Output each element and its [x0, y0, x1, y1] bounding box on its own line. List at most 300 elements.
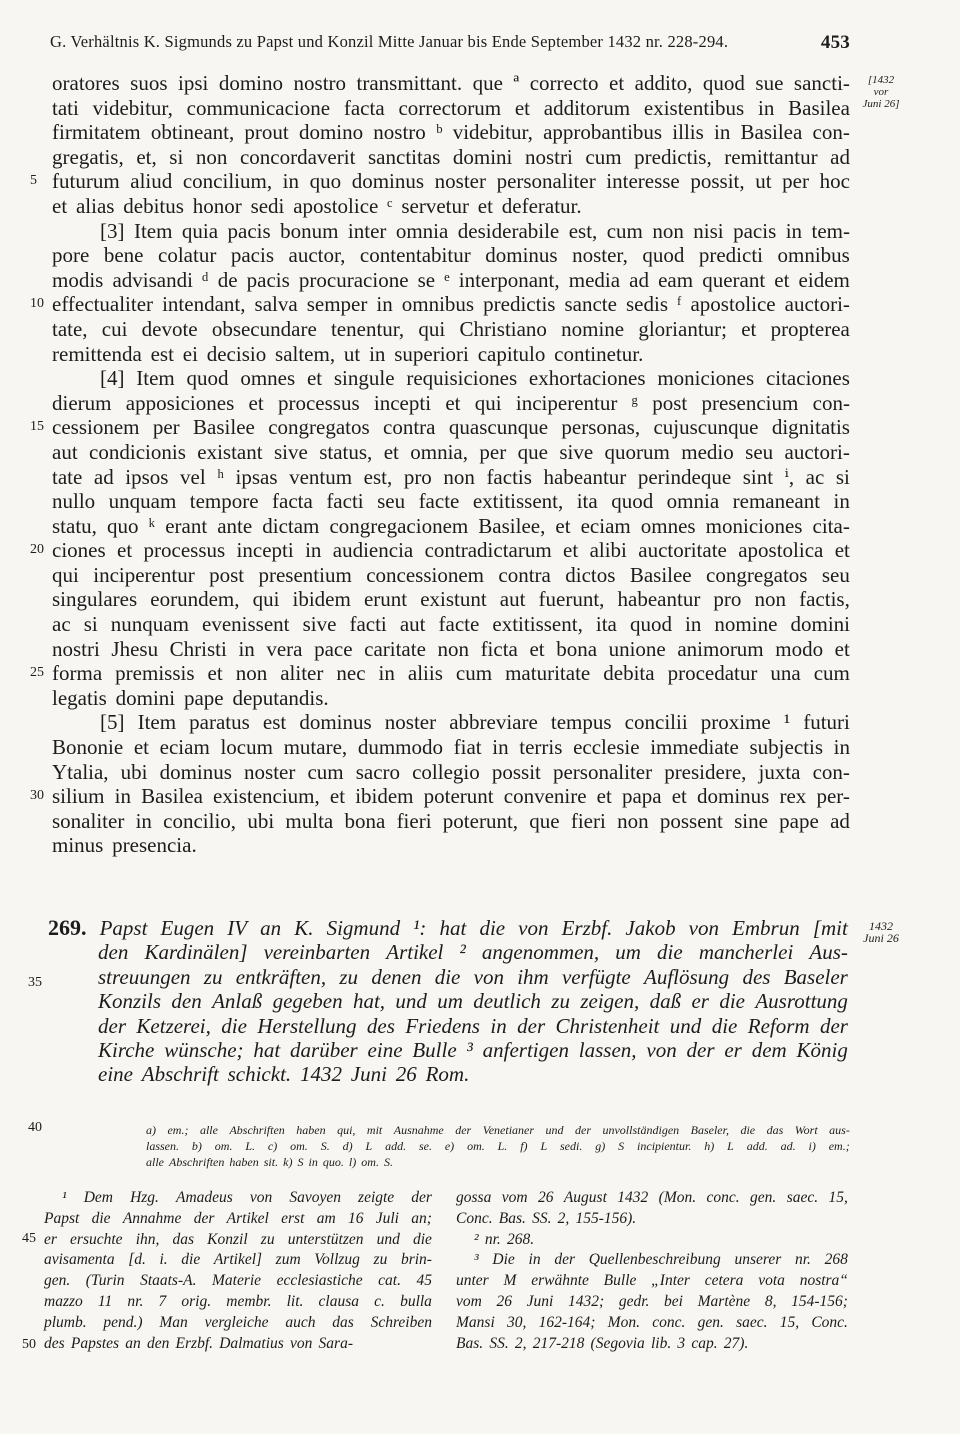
- word: dictos: [565, 562, 616, 587]
- line-number: 5: [30, 173, 37, 189]
- word: saec.: [786, 1189, 819, 1206]
- word: Basilee: [193, 415, 255, 440]
- text-line: [52, 194, 850, 219]
- word: sanctitas: [368, 144, 441, 169]
- word: sancti-: [793, 71, 850, 95]
- word: cui: [101, 316, 128, 341]
- word: forma: [52, 661, 103, 686]
- word: et: [774, 267, 790, 292]
- word: et: [609, 71, 625, 95]
- word: omnia: [395, 218, 449, 243]
- word: hat: [253, 1037, 281, 1062]
- word: und: [669, 1013, 702, 1038]
- word: avisamenta: [44, 1251, 115, 1269]
- word: lib.: [650, 1334, 672, 1352]
- word: qui: [474, 390, 502, 415]
- word: apostolica: [738, 538, 824, 563]
- word: predictis: [483, 292, 556, 317]
- word: ut: [343, 341, 361, 366]
- word: K.: [294, 916, 314, 940]
- word: L.: [497, 1139, 508, 1153]
- word: ¹: [62, 1189, 67, 1206]
- word: der: [411, 1189, 432, 1206]
- word: contra: [383, 415, 436, 440]
- word: extitissent,: [472, 489, 564, 514]
- word: verfügte: [561, 964, 631, 989]
- word: pacis: [230, 243, 274, 268]
- word: saltem,: [275, 341, 336, 366]
- word: videbitur,: [92, 95, 173, 120]
- word: e): [444, 1139, 455, 1153]
- word: Die: [492, 1251, 515, 1269]
- word: und: [395, 989, 427, 1014]
- word: (Turin: [85, 1272, 125, 1290]
- word: apposiciones: [125, 390, 235, 415]
- word: zu: [260, 1230, 275, 1248]
- word: eciam: [159, 735, 210, 760]
- word: se.: [418, 1139, 432, 1153]
- line-number: 20: [30, 542, 44, 558]
- word: papa: [621, 784, 662, 809]
- text-line: [52, 71, 850, 96]
- word: per: [782, 169, 809, 194]
- word: ᵏ: [148, 513, 156, 538]
- word: si: [169, 144, 184, 169]
- word: per: [152, 415, 180, 440]
- word: non: [652, 218, 684, 243]
- word: um: [615, 940, 641, 965]
- word: von: [518, 916, 549, 940]
- word: querant: [702, 267, 766, 292]
- word: der: [575, 1123, 591, 1137]
- word: Anlaß: [212, 989, 263, 1014]
- word: l): [348, 1155, 357, 1169]
- word: poterunt: [423, 784, 494, 809]
- word: incepti: [373, 390, 432, 415]
- word: Materie: [211, 1272, 262, 1290]
- word: ecclesie: [573, 735, 640, 760]
- word: das: [766, 1123, 784, 1137]
- word: pacis: [733, 218, 777, 243]
- word: et: [383, 439, 399, 464]
- text-line: [52, 440, 850, 465]
- word: er: [691, 989, 709, 1014]
- word: er: [724, 1037, 742, 1062]
- word: processus: [143, 538, 226, 563]
- word: bona: [556, 636, 598, 661]
- text-line: [30, 784, 850, 809]
- word: quod: [186, 366, 229, 391]
- word: videbitur,: [452, 120, 533, 145]
- word: membr.: [226, 1292, 272, 1310]
- word: dignitatis: [771, 415, 850, 440]
- word: quod: [611, 489, 654, 514]
- word: in: [369, 341, 386, 366]
- word: et: [117, 538, 133, 563]
- word: ᵉ: [444, 267, 450, 292]
- word: nullo: [52, 489, 96, 514]
- word: hoc: [819, 169, 850, 194]
- word: Staats-A.: [140, 1272, 197, 1290]
- word: apostolice: [293, 193, 379, 218]
- word: M: [503, 1272, 517, 1290]
- margin-note-line: vor: [873, 86, 889, 98]
- word: in: [135, 808, 152, 833]
- word: in: [833, 735, 850, 760]
- word: noster: [384, 710, 437, 735]
- word: audiencia: [332, 538, 414, 563]
- word: IV: [227, 916, 248, 940]
- word: vom: [456, 1292, 482, 1310]
- word: cum: [585, 144, 622, 169]
- word: in: [282, 169, 300, 194]
- word: pend.): [103, 1313, 143, 1331]
- word: entkräften,: [235, 964, 327, 989]
- word: Embrun: [732, 916, 800, 940]
- word: bona: [344, 808, 386, 833]
- word: die: [91, 1209, 111, 1227]
- word: non: [235, 661, 268, 686]
- regest-line: [48, 916, 848, 940]
- word: 217-218: [532, 1334, 585, 1352]
- word: in: [378, 661, 395, 686]
- word: saec.: [736, 1313, 768, 1331]
- word: concilii: [624, 710, 688, 735]
- word: vom: [501, 1189, 528, 1206]
- word: concilium,: [182, 169, 273, 194]
- word: facte: [438, 612, 480, 637]
- word: wünsche;: [164, 1037, 244, 1062]
- word: omnibus: [777, 243, 850, 268]
- word: an;: [411, 1209, 432, 1227]
- word: congregatos: [268, 415, 370, 440]
- word: domini: [790, 612, 850, 637]
- footnote-line: [44, 1209, 432, 1230]
- word: 2,: [557, 1209, 570, 1227]
- word: gregatis,: [52, 144, 124, 169]
- word: Annahme: [122, 1209, 182, 1227]
- word: mutare,: [283, 735, 348, 760]
- critical-apparatus: [146, 1122, 850, 1170]
- word: er: [44, 1230, 57, 1248]
- main-text: [30, 71, 850, 858]
- word: Basilea: [141, 784, 203, 809]
- word: 15,: [779, 1313, 800, 1331]
- word: gen.: [750, 1189, 777, 1206]
- word: „Inter: [651, 1272, 690, 1290]
- word: und: [545, 1123, 564, 1137]
- word: die: [412, 1230, 432, 1248]
- word: pro: [713, 587, 742, 612]
- word: Sigmund: [326, 916, 401, 940]
- word: medio: [681, 439, 734, 464]
- word: 7: [158, 1292, 167, 1310]
- word: unione: [608, 636, 666, 661]
- footnote-line: [456, 1313, 848, 1334]
- word: animorum: [677, 636, 764, 661]
- text-line: [30, 538, 850, 563]
- text-line: [52, 563, 850, 588]
- word: 268: [824, 1251, 848, 1269]
- word: incepti: [236, 538, 294, 563]
- word: non: [443, 464, 475, 489]
- word: 15,: [828, 1189, 848, 1206]
- word: con-: [812, 759, 850, 784]
- word: oratores: [52, 71, 120, 95]
- word: i.: [159, 1251, 168, 1269]
- word: auctoritate: [638, 538, 727, 563]
- word: interponant,: [458, 267, 560, 292]
- word: Dem: [83, 1189, 113, 1206]
- word: ersuchte: [70, 1230, 123, 1248]
- word: fiat: [453, 735, 482, 760]
- word: eam: [658, 267, 694, 292]
- word: tate,: [52, 316, 88, 341]
- word: citaciones: [765, 366, 850, 391]
- word: que: [472, 71, 503, 95]
- word: auch: [285, 1313, 316, 1331]
- word: Juni: [350, 1062, 387, 1087]
- word: possent: [659, 808, 723, 833]
- word: et: [248, 390, 264, 415]
- word: immediate: [650, 735, 739, 760]
- word: ʰ: [217, 464, 224, 489]
- word: in: [713, 120, 731, 145]
- word: ᶠ: [677, 292, 682, 317]
- word: und: [376, 1230, 400, 1248]
- word: ¹: [783, 710, 791, 735]
- word: moniciones: [705, 513, 803, 538]
- word: factis: [486, 464, 532, 489]
- word: Christenheit: [555, 1013, 660, 1038]
- word: congregatos: [706, 562, 808, 587]
- word: sedis: [626, 292, 668, 317]
- word: Man: [159, 1313, 188, 1331]
- word: subjectis: [749, 735, 823, 760]
- word: quorum: [604, 439, 670, 464]
- word: Konzil: [207, 1230, 248, 1248]
- word: om.: [361, 1155, 379, 1169]
- word: cum: [307, 759, 344, 784]
- word: capitulo: [477, 341, 546, 366]
- apparatus-line: [146, 1138, 850, 1154]
- word: S: [297, 1155, 304, 1169]
- word: Jakob: [625, 916, 676, 940]
- word: brin-: [400, 1251, 432, 1269]
- word: 27).: [723, 1334, 749, 1352]
- margin-note-line: [1432: [867, 74, 895, 86]
- regest-line: [48, 989, 848, 1013]
- footnote-line: [456, 1230, 848, 1251]
- word: est: [262, 710, 287, 735]
- word: nostri: [524, 144, 573, 169]
- word: evenissent: [202, 612, 290, 637]
- word: ihn,: [135, 1230, 160, 1248]
- footnote-line: [44, 1230, 432, 1251]
- word: obtineant,: [150, 120, 235, 145]
- word: sonaliter: [52, 808, 125, 833]
- footnote-line: [456, 1188, 848, 1209]
- word: si: [835, 464, 850, 489]
- word: L: [727, 1139, 734, 1153]
- header-title: G. Verhältnis K. Sigmunds zu Papst und Konzil Mitte Januar bis Ende September 1432 nr. 228-294.: [50, 32, 729, 51]
- word: b): [191, 1139, 202, 1153]
- word: aut: [499, 587, 526, 612]
- word: vergleiche: [204, 1313, 269, 1331]
- word: gegeben: [272, 989, 343, 1014]
- word: gen.: [44, 1272, 71, 1290]
- word: post: [652, 390, 688, 415]
- word: ciones: [52, 538, 106, 563]
- line-number: 10: [30, 296, 44, 312]
- word: in: [528, 1251, 541, 1269]
- word: effectualiter: [52, 292, 154, 317]
- word: que: [517, 439, 548, 464]
- word: sive: [273, 439, 308, 464]
- word: tem-: [811, 218, 850, 243]
- word: eine: [98, 1062, 133, 1087]
- word: salva: [254, 292, 298, 317]
- word: est,: [363, 464, 393, 489]
- word: dummodo: [357, 735, 443, 760]
- word: sedi.: [560, 1139, 583, 1153]
- word: vel: [180, 464, 206, 489]
- word: futuri: [803, 710, 850, 735]
- word: Vollzug: [314, 1251, 360, 1269]
- word: unquam: [108, 489, 177, 514]
- line-number: 50: [22, 1337, 36, 1352]
- word: mit: [366, 1123, 383, 1137]
- word: tempore: [189, 489, 259, 514]
- word: Ausnahme: [393, 1123, 444, 1137]
- footnote-line: [456, 1292, 848, 1313]
- word: hat: [439, 916, 467, 940]
- word: non: [195, 144, 228, 169]
- word: unvollständigen: [602, 1123, 680, 1137]
- word: aus-: [829, 1123, 850, 1137]
- word: das: [332, 1313, 354, 1331]
- running-header: [50, 32, 850, 58]
- word: angenommen,: [481, 940, 600, 965]
- word: tate: [52, 464, 83, 489]
- line-number: 45: [22, 1231, 36, 1246]
- regest-line: [48, 1014, 848, 1038]
- word: lit.: [286, 1292, 304, 1310]
- word: Bononie: [52, 735, 124, 760]
- word: illis: [672, 120, 704, 145]
- word: ad: [93, 464, 114, 489]
- word: Mon.: [607, 1313, 640, 1331]
- word: nr.: [484, 1230, 501, 1248]
- word: an: [260, 916, 282, 940]
- word: personaliter: [552, 759, 653, 784]
- apparatus-line: [146, 1122, 850, 1138]
- word: Artikel: [386, 940, 444, 965]
- word: Ausrottung: [755, 989, 848, 1014]
- word: noster,: [572, 243, 628, 268]
- word: in: [238, 636, 255, 661]
- word: extitissent,: [492, 612, 583, 637]
- word: et: [133, 735, 149, 760]
- word: die: [221, 1013, 247, 1038]
- text-line: [52, 612, 850, 637]
- word: S: [618, 1139, 625, 1153]
- word: ²: [459, 940, 466, 965]
- word: die: [719, 989, 745, 1014]
- word: ipsi: [178, 71, 209, 95]
- word: multa: [285, 808, 334, 833]
- word: domino: [298, 120, 364, 145]
- footnote-line: [44, 1292, 432, 1313]
- word: Kardinälen]: [144, 940, 248, 965]
- word: cita-: [812, 513, 850, 538]
- footnote-line: [456, 1209, 848, 1230]
- word: et: [477, 193, 493, 218]
- word: contra: [498, 562, 551, 587]
- word: den: [171, 989, 202, 1014]
- word: Basilee: [629, 562, 692, 587]
- margin-note-line: 1432: [869, 919, 893, 933]
- text-line: [30, 169, 850, 194]
- word: anfertigen: [482, 1037, 569, 1062]
- word: c): [267, 1139, 278, 1153]
- word: Friedens: [405, 1013, 480, 1038]
- word: der: [193, 1209, 215, 1227]
- word: ad: [629, 267, 649, 292]
- word: poterunt,: [442, 808, 519, 833]
- word: cap.: [691, 1334, 718, 1352]
- word: cessionem: [52, 415, 140, 440]
- word: am: [316, 1209, 336, 1227]
- word: Ytalia,: [52, 759, 109, 784]
- word: conc.: [706, 1189, 740, 1206]
- word: pore: [52, 243, 90, 268]
- word: firmitatem: [52, 120, 141, 145]
- word: haben: [229, 1155, 259, 1169]
- word: quo: [309, 169, 342, 194]
- word: c.: [374, 1292, 385, 1310]
- word: minus: [52, 833, 104, 858]
- word: zeigte: [358, 1189, 395, 1206]
- word: quod: [702, 71, 745, 95]
- word: servetur: [401, 193, 469, 218]
- word: aut: [399, 612, 426, 637]
- word: ante: [217, 513, 253, 538]
- word: zu: [373, 1251, 388, 1269]
- word: schickt.: [227, 1062, 292, 1087]
- word: alias: [75, 193, 115, 218]
- word: modis: [52, 267, 104, 292]
- word: f): [520, 1139, 528, 1153]
- line-number: 40: [28, 1120, 42, 1135]
- word: Baseler,: [690, 1123, 729, 1137]
- word: die: [181, 1251, 201, 1269]
- word: omnes: [240, 366, 296, 391]
- text-line: [30, 415, 850, 440]
- margin-note-doc-date: [858, 920, 904, 944]
- word: et: [207, 661, 223, 686]
- word: eine: [367, 1037, 403, 1062]
- word: qui: [52, 562, 79, 587]
- word: ei: [182, 341, 198, 366]
- word: procedatur: [667, 661, 758, 686]
- word: media: [568, 267, 621, 292]
- word: Conc.: [811, 1313, 848, 1331]
- text-line: [52, 833, 850, 858]
- word: dem: [751, 1037, 787, 1062]
- text-line: [52, 514, 850, 539]
- word: das: [172, 1230, 195, 1248]
